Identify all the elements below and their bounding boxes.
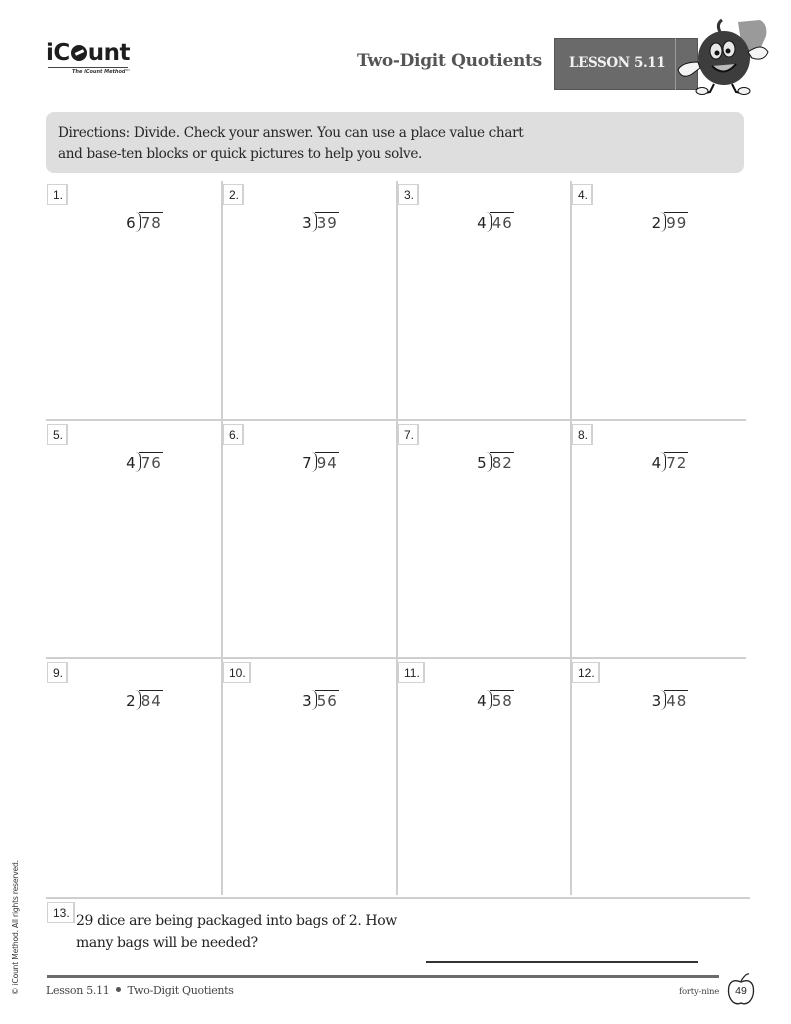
division-problem: [572, 452, 746, 472]
directions-line-2: and base-ten blocks or quick pictures to help you solve.: [58, 146, 422, 162]
division-problem: [398, 690, 571, 710]
divisor: 3: [651, 692, 663, 710]
division-problem: [572, 690, 746, 710]
problem-cell-11[interactable]: [396, 659, 571, 895]
division-problem: [572, 212, 746, 232]
word-problem-text: [76, 910, 436, 954]
footer-lesson-info: [46, 984, 234, 997]
problem-cell-7[interactable]: [396, 421, 571, 657]
copyright-notice: © iCount Method. All rights reserved.: [11, 860, 20, 995]
division-problem: [46, 452, 221, 472]
problem-cell-10[interactable]: [221, 659, 396, 895]
division-problem: [223, 452, 396, 472]
icount-logo: [46, 40, 130, 78]
page-title: Two-Digit Quotients: [357, 51, 542, 71]
apple-mascot-icon: [676, 18, 776, 98]
problem-cell-6[interactable]: [221, 421, 396, 657]
problem-number: 7.: [398, 424, 419, 445]
divisor: 4: [126, 454, 137, 472]
divisor: 4: [477, 214, 488, 232]
problem-cell-1[interactable]: [46, 181, 221, 419]
division-problem: [46, 690, 221, 710]
problem-cell-12[interactable]: [570, 659, 746, 895]
problem-cell-9[interactable]: [46, 659, 221, 895]
divisor: 4: [651, 454, 663, 472]
divisor: 4: [477, 692, 488, 710]
footer-lesson: Lesson 5.11: [46, 984, 110, 997]
word-problem-line-2: many bags will be needed?: [76, 935, 258, 951]
problem-number: 10.: [223, 662, 251, 683]
dividend: 58: [491, 692, 513, 710]
problem-number: 12.: [572, 662, 600, 683]
divisor: 6: [126, 214, 137, 232]
divisor: 3: [302, 214, 313, 232]
problem-number: 9.: [47, 662, 68, 683]
bullet-icon: [116, 987, 121, 992]
divisor: 2: [651, 214, 663, 232]
directions-box: [46, 112, 744, 173]
problem-number: 5.: [47, 424, 68, 445]
division-problem: [398, 212, 571, 232]
problem-row-1: [46, 181, 746, 419]
word-problem-line-1: 29 dice are being packaged into bags of 2. How: [76, 913, 397, 929]
problem-number: 3.: [398, 184, 419, 205]
answer-line[interactable]: [426, 961, 698, 963]
dividend: 56: [316, 692, 338, 710]
page-number-words: forty-nine: [679, 987, 720, 997]
divisor: 3: [302, 692, 313, 710]
problem-number: 8.: [572, 424, 593, 445]
dividend: 72: [666, 454, 688, 472]
division-problem: [46, 212, 221, 232]
problem-number: 11.: [398, 662, 425, 683]
dividend: 46: [491, 214, 513, 232]
divisor: 2: [126, 692, 137, 710]
dividend: 39: [316, 214, 338, 232]
divisor: 5: [477, 454, 488, 472]
dividend: 94: [316, 454, 338, 472]
problem-number: 1.: [47, 184, 68, 205]
footer-rule: [47, 975, 719, 978]
dividend: 76: [140, 454, 162, 472]
problem-grid: [46, 181, 746, 895]
problem-cell-3[interactable]: [396, 181, 571, 419]
divisor: 7: [302, 454, 313, 472]
division-problem: [223, 212, 396, 232]
problem-row-2: [46, 419, 746, 657]
lesson-label: LESSON 5.11: [569, 55, 666, 71]
page-number: 49: [735, 985, 747, 997]
apple-o-icon: [71, 45, 87, 61]
logo-wordmark: iC unt: [46, 40, 131, 66]
logo-rule: [48, 67, 128, 68]
dividend: 82: [491, 454, 513, 472]
problem-cell-8[interactable]: [570, 421, 746, 657]
problem-row-3: [46, 657, 746, 895]
division-problem: [223, 690, 396, 710]
dividend: 48: [666, 692, 688, 710]
dividend: 99: [666, 214, 688, 232]
problem-number: 2.: [223, 184, 244, 205]
division-problem: [398, 452, 571, 472]
problem-number: 13.: [47, 902, 75, 923]
dividend: 84: [140, 692, 162, 710]
footer-topic: Two-Digit Quotients: [127, 984, 234, 997]
directions-line-1: Directions: Divide. Check your answer. You can use a place value chart: [58, 125, 524, 141]
logo-tagline: The iCount Method™: [72, 69, 131, 75]
problem-cell-5[interactable]: [46, 421, 221, 657]
word-problem-13: [46, 897, 750, 969]
problem-cell-2[interactable]: [221, 181, 396, 419]
dividend: 78: [140, 214, 162, 232]
problem-number: 6.: [223, 424, 244, 445]
problem-number: 4.: [572, 184, 593, 205]
problem-cell-4[interactable]: [570, 181, 746, 419]
